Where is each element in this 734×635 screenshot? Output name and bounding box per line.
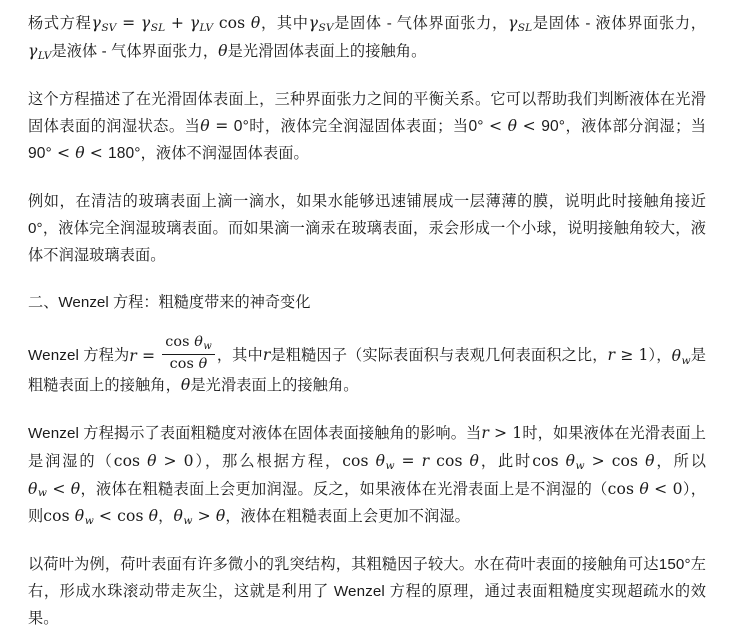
math-equals: =	[122, 14, 136, 32]
text-fragment: ），则	[28, 480, 707, 526]
math-theta: θ	[375, 451, 386, 470]
math-oneeighty-degrees: 180°	[107, 145, 141, 163]
paragraph-young-example: 例如，在清洁的玻璃表面上滴一滴水，如果水能够迅速铺展成一层薄薄的膜，说明此时接触角接近0°，液体完全润湿玻璃表面。而如果滴一滴汞在玻璃表面，汞会形成一个小球，说明接触角较大，液体不润湿玻璃表面。	[28, 193, 706, 265]
condition-theta-zero	[200, 117, 249, 135]
symbol-gamma-sv	[309, 14, 334, 32]
math-theta: θ	[250, 14, 261, 32]
math-theta: θ	[198, 356, 208, 373]
text-fragment: ，液体不润湿固体表面。	[140, 145, 309, 163]
heading-wenzel: 二、Wenzel 方程：粗糙度带来的神奇变化	[28, 294, 311, 312]
text-fragment: 是固体 - 液体界面张力，	[532, 15, 707, 32]
text-fragment: 是固体 - 气体界面张力，	[333, 15, 508, 32]
math-ninety-degrees: 90°	[28, 145, 52, 163]
math-less-than: <	[89, 144, 103, 163]
text-fragment: ，所以	[654, 452, 707, 470]
text-fragment: 时，液体完全润湿固体表面；当	[248, 117, 469, 135]
math-r: r	[129, 346, 137, 365]
math-theta: θ	[194, 334, 203, 351]
math-theta: θ	[28, 479, 38, 498]
math-zero-degrees: 0°	[468, 117, 484, 135]
text-fragment: 杨式方程	[28, 15, 92, 32]
math-r: r	[421, 451, 430, 470]
text-fragment: ，	[158, 508, 174, 526]
math-equals: =	[141, 346, 156, 365]
math-cos: cos	[169, 356, 194, 373]
text-fragment: Wenzel 方程揭示了表面粗糙度对液体在固体表面接触角的影响。当	[28, 424, 482, 442]
condition-r-ge-1	[608, 347, 649, 365]
condition-cos-theta-gt-0	[114, 452, 194, 470]
text-fragment: 是粗糙表面上的接触角，	[28, 347, 706, 395]
math-theta: θ	[671, 346, 682, 365]
math-gamma: γ	[308, 14, 319, 32]
symbol-theta: θ	[180, 376, 191, 395]
equation-young	[92, 14, 261, 32]
math-less-than: <	[52, 479, 66, 498]
paragraph-young-equation	[28, 10, 706, 66]
paragraph-young-explanation	[28, 86, 706, 169]
math-less-than: <	[489, 116, 503, 135]
math-greater-than: >	[163, 451, 177, 470]
math-theta: θ	[645, 451, 655, 470]
text-fragment: ，此时	[478, 452, 533, 470]
math-sub-lv: LV	[37, 49, 52, 62]
math-less-than: <	[98, 507, 113, 526]
math-plus: +	[170, 14, 185, 32]
math-theta: θ	[215, 507, 226, 526]
text-fragment: ，液体在粗糙表面上会更加不润湿。	[225, 508, 470, 526]
math-sub-w: w	[681, 354, 691, 367]
math-sub-w: w	[203, 341, 212, 353]
math-zero: 0	[672, 479, 683, 498]
math-sub-sv: SV	[101, 21, 117, 34]
math-less-than: <	[522, 116, 536, 135]
text-fragment: ），那么根据方程，	[193, 452, 343, 470]
equation-wenzel	[129, 334, 217, 373]
math-theta: θ	[70, 479, 81, 498]
math-less-than: <	[654, 479, 668, 498]
condition-thetaw-lt-theta	[28, 480, 80, 498]
math-sub-sl: SL	[517, 21, 533, 34]
math-one: 1	[512, 423, 523, 442]
math-theta: θ	[74, 507, 85, 526]
math-theta: θ	[173, 507, 183, 526]
math-cos: cos	[607, 479, 635, 498]
math-gamma: γ	[140, 14, 151, 32]
symbol-theta: θ	[218, 41, 228, 60]
fraction-denominator	[162, 355, 215, 372]
math-sub-w: w	[385, 459, 395, 472]
condition-cos-thetaw-lt-cos-theta	[43, 507, 159, 528]
math-gamma: γ	[507, 14, 518, 32]
math-sub-w: w	[37, 487, 48, 500]
condition-cos-theta-lt-0	[608, 480, 683, 498]
fraction-cos-thetaw-over-cos-theta	[162, 334, 215, 372]
math-theta: θ	[639, 479, 649, 498]
math-theta: θ	[200, 116, 210, 135]
math-sub-w: w	[183, 515, 193, 528]
math-cos: cos	[117, 507, 144, 526]
math-sub-w: w	[84, 515, 94, 528]
paragraph-lotus-example: 以荷叶为例，荷叶表面有许多微小的乳突结构，其粗糙因子较大。水在荷叶表面的接触角可达150°左右，形成水珠滚动带走灰尘，这就是利用了 Wenzel 方程的原理，通过表面粗糙度实现超疏水的效果。	[28, 556, 706, 628]
condition-theta-90-180	[28, 144, 141, 162]
math-cos: cos	[113, 451, 141, 470]
text-fragment: ，液体部分润湿；当	[565, 117, 707, 135]
math-less-than: <	[56, 144, 71, 163]
text-fragment: 是液体 - 气体界面张力，	[51, 42, 219, 60]
math-greater-than: >	[197, 507, 211, 526]
math-gamma: γ	[189, 14, 200, 32]
math-ninety-degrees: 90°	[541, 117, 566, 135]
math-r: r	[481, 423, 489, 442]
math-theta: θ	[147, 451, 157, 470]
math-gamma: γ	[91, 14, 101, 32]
math-cos: cos	[436, 451, 463, 470]
math-sub-sl: SL	[150, 21, 166, 34]
math-cos: cos	[43, 507, 70, 526]
math-theta: θ	[75, 144, 85, 163]
math-sub-w: w	[575, 459, 585, 472]
symbol-gamma-lv	[28, 42, 51, 60]
math-sub-sv: SV	[318, 21, 334, 34]
math-cos: cos	[611, 451, 639, 470]
condition-cos-thetaw-gt-cos-theta	[532, 452, 654, 470]
symbol-r: r	[262, 346, 271, 365]
math-one: 1	[638, 346, 649, 365]
math-greater-equal: ≥	[620, 346, 634, 365]
text-fragment: Wenzel 方程为	[28, 347, 130, 365]
condition-r-gt-1	[481, 424, 522, 442]
text-fragment: 是粗糙因子（实际表面积与表观几何表面积之比，	[270, 347, 608, 365]
math-greater-than: >	[591, 451, 605, 470]
condition-theta-0-90	[469, 117, 566, 135]
equation-cos-thetaw-eq-r-cos-theta	[342, 452, 479, 470]
text-fragment: ，其中	[216, 347, 263, 365]
math-cos: cos	[218, 14, 246, 32]
paragraph-wenzel-explanation	[28, 420, 706, 531]
math-equals: =	[401, 451, 415, 470]
text-fragment: 时，如果液体在光滑表面上是润湿的（	[28, 424, 707, 470]
text-fragment: 是光滑固体表面上的接触角。	[227, 42, 427, 60]
math-r: r	[607, 346, 616, 365]
math-theta: θ	[507, 116, 518, 135]
math-cos: cos	[342, 451, 369, 470]
text-fragment: 是光滑表面上的接触角。	[190, 377, 359, 395]
condition-thetaw-gt-theta	[173, 507, 226, 528]
math-greater-than: >	[494, 423, 508, 442]
math-sub-lv: LV	[199, 21, 214, 34]
text-fragment: ），	[648, 347, 672, 365]
math-cos: cos	[532, 451, 559, 470]
math-equals: =	[215, 116, 229, 135]
paragraph-wenzel-equation	[28, 334, 706, 399]
math-gamma: γ	[28, 41, 38, 60]
math-theta: θ	[565, 451, 576, 470]
symbol-gamma-sl	[508, 14, 532, 32]
text-fragment: ，其中	[260, 15, 309, 32]
math-cos: cos	[165, 334, 190, 351]
text-fragment: 这个方程描述了在光滑固体表面上，三种界面张力之间的平衡关系。它可以帮助我们判断液体在光滑固体表面的润湿状态。当	[28, 90, 706, 135]
text-fragment: ，液体在粗糙表面上会更加润湿。反之，如果液体在光滑表面上是不润湿的（	[80, 480, 608, 498]
math-zero: 0	[183, 451, 194, 470]
math-zero-degrees: 0°	[233, 117, 249, 135]
symbol-theta-w	[672, 347, 691, 365]
math-theta: θ	[469, 451, 479, 470]
fraction-numerator	[162, 334, 215, 355]
math-theta: θ	[148, 507, 159, 526]
